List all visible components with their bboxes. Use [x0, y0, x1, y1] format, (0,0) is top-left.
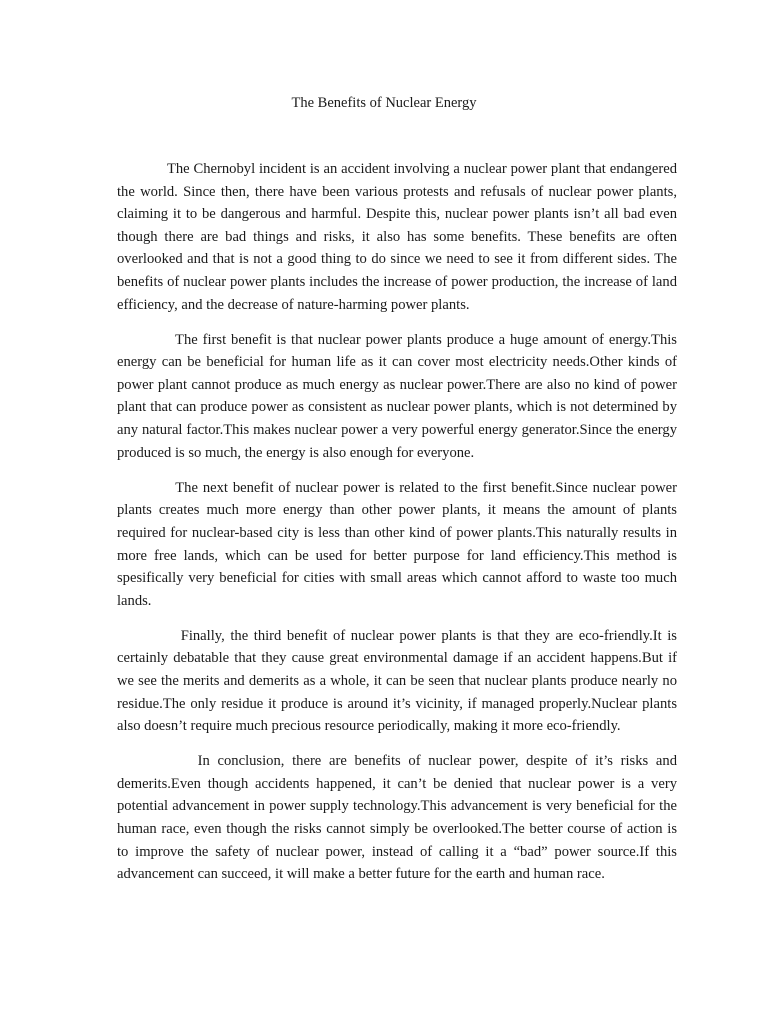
paragraph-third-benefit: Finally, the third benefit of nuclear power plants is that they are eco-friendly.It is certainly debatable that they cause great environmental damage if an accident happens.But if we see the merits and demerits as a whole, it can be seen that nuclear plants produce nearly no residue.The only residue it produce is around it’s vicinity, if managed properly.Nuclear plants also doesn’t require much precious resource periodically, making it more eco-friendly.: [117, 627, 677, 735]
document-title: The Benefits of Nuclear Energy: [291, 95, 477, 111]
document-body: [117, 158, 677, 898]
paragraph-first-benefit: The first benefit is that nuclear power plants produce a huge amount of energy.This energy can be beneficial for human life as it can cover most electricity needs.Other kinds of power plant cannot produce as much energy as nuclear power.There are also no kind of power plant that can produce power as consistent as nuclear power plants, which is not determined by any natural factor.This makes nuclear power a very powerful energy generator.Since the energy produced is so much, the energy is also enough for everyone.: [117, 331, 677, 461]
paragraph-conclusion: In conclusion, there are benefits of nuclear power, despite of it’s risks and demerits.Even though accidents happened, it can’t be denied that nuclear power is a very potential advancement in power supply technology.This advancement is very beneficial for the human race, even though the risks cannot simply be overlooked.The better course of action is to improve the safety of nuclear power, instead of calling it a “bad” power source.If this advancement can succeed, it will make a better future for the earth and human race.: [117, 753, 677, 883]
paragraph-intro: The Chernobyl incident is an accident involving a nuclear power plant that endangered the world. Since then, there have been various protests and refusals of nuclear power plants, claiming it to be dangerous and harmful. Despite this, nuclear power plants isn’t all bad even though there are bad things and risks, it also has some benefits. These benefits are often overlooked and that is not a good thing to do since we need to see it from different sides. The benefits of nuclear power plants includes the increase of power production, the increase of land efficiency, and the decrease of nature-harming power plants.: [117, 161, 677, 313]
paragraph-second-benefit: The next benefit of nuclear power is related to the first benefit.Since nuclear power plants creates much more energy than other power plants, it means the amount of plants required for nuclear-based city is less than other kind of power plants.This naturally results in more free lands, which can be used for better purpose for land efficiency.This method is spesifically very beneficial for cities with small areas which cannot afford to waste too much lands.: [117, 479, 677, 609]
